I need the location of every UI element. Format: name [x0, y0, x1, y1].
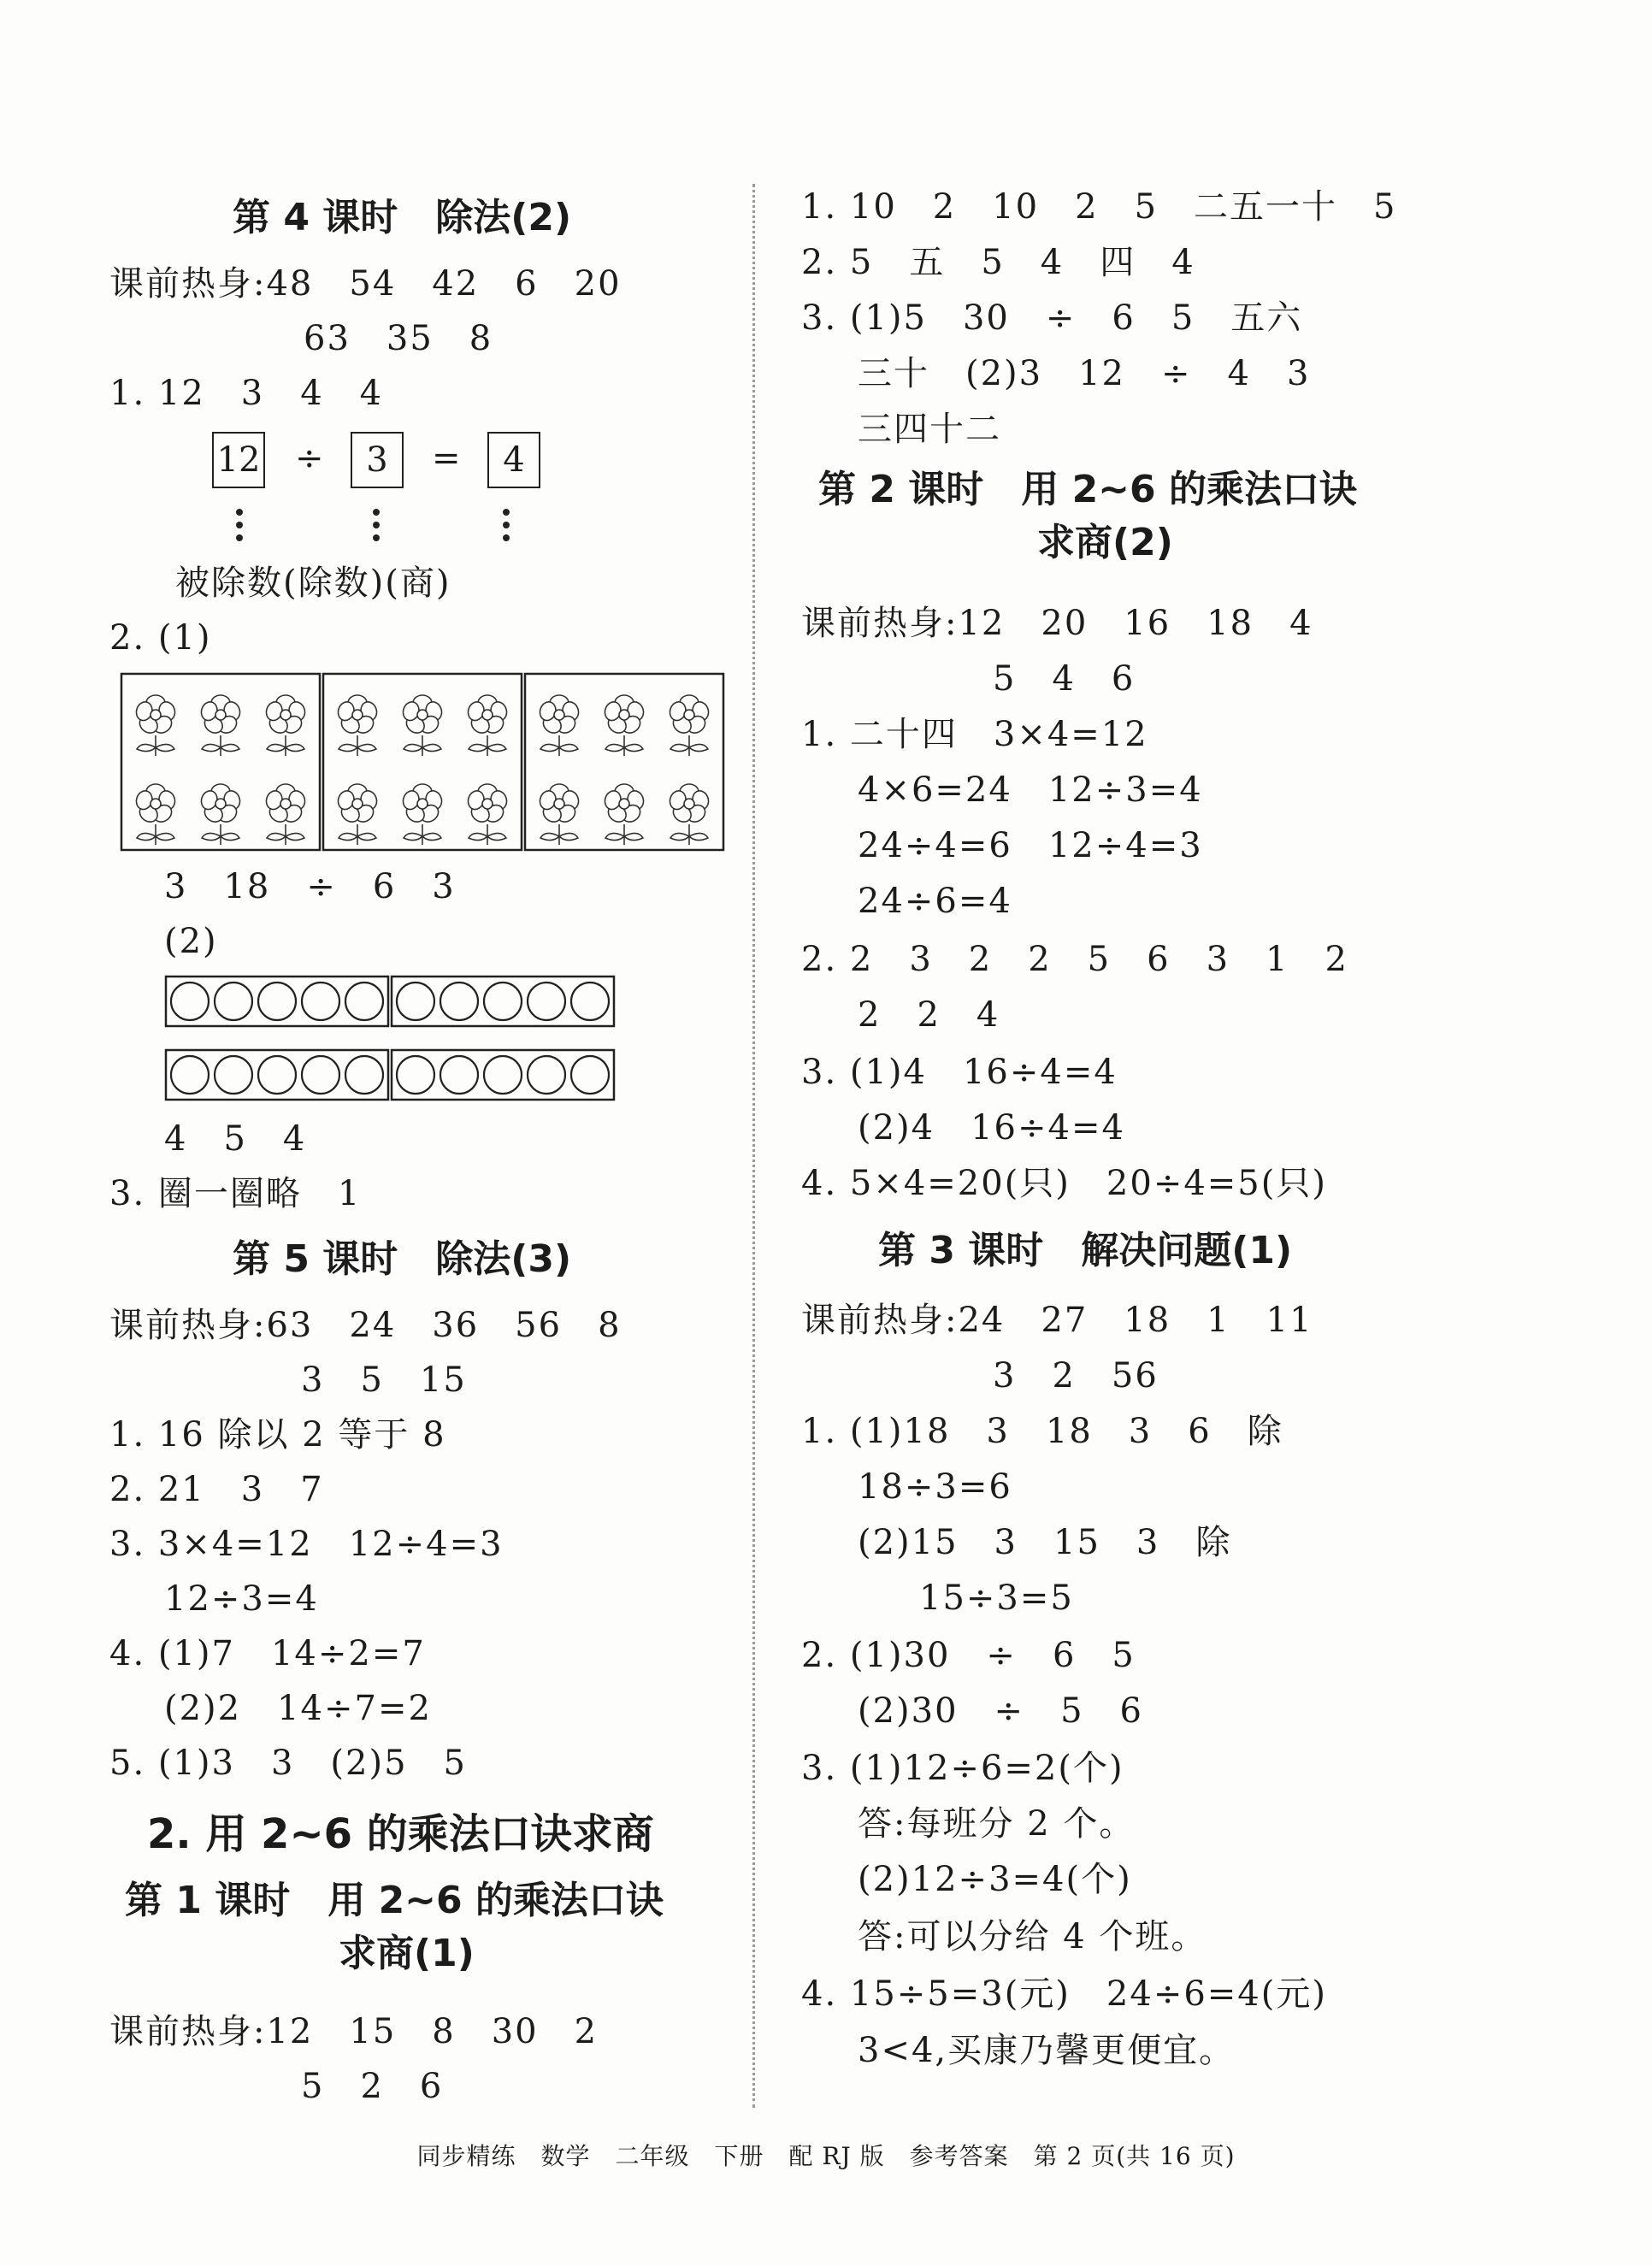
answer-line: (2)12÷3=4(个) — [858, 1860, 1132, 1899]
answer-line: 4. 15÷5=3(元) 24÷6=4(元) — [801, 1974, 1327, 2014]
circle-counter — [571, 983, 609, 1020]
section-title-u2-lesson2-cont: 求商(2) — [1037, 521, 1173, 564]
divide-sign: ÷ — [295, 439, 324, 478]
answer-line: 12÷3=4 — [164, 1579, 319, 1619]
warmup-line: 3 2 56 — [993, 1356, 1159, 1396]
circle-counter — [302, 1056, 339, 1094]
term-labels: 被除数(除数)(商) — [175, 564, 451, 603]
flower-icon — [199, 784, 243, 845]
circle-counter — [345, 983, 383, 1020]
circle-counter — [440, 983, 478, 1020]
circle-counter — [258, 1056, 296, 1094]
flower-icon — [603, 695, 646, 756]
flower-icon — [466, 695, 510, 756]
answer-line: 15÷3=5 — [919, 1579, 1074, 1618]
answer-line: (2)2 14÷7=2 — [164, 1689, 432, 1728]
section-title-lesson5: 第 5 课时 除法(3) — [233, 1237, 572, 1281]
warmup-line: 3 5 15 — [301, 1360, 467, 1400]
answer-line: 24÷6=4 — [858, 882, 1012, 921]
answer-line: 1. 10 2 10 2 5 二五一十 5 — [801, 187, 1397, 227]
divisor-box: 3 — [351, 432, 404, 488]
circle-counter — [171, 983, 209, 1020]
answer-line: (2)30 ÷ 5 6 — [858, 1691, 1143, 1731]
flower-icon — [603, 784, 646, 845]
circle-counter — [215, 983, 252, 1020]
answer-line: 3<4,买康乃馨更便宜。 — [858, 2031, 1236, 2070]
flower-icon — [668, 695, 711, 756]
flower-groups-figure — [121, 672, 723, 852]
answer-line: 18÷3=6 — [858, 1467, 1012, 1507]
answer-line: 答:可以分给 4 个班。 — [858, 1917, 1207, 1956]
circle-counter — [528, 983, 565, 1020]
circle-counter — [171, 1056, 209, 1094]
circle-groups-figure — [166, 977, 617, 1106]
answer-line: (2) — [164, 922, 218, 961]
flower-icon — [466, 784, 510, 845]
flower-icon — [538, 695, 581, 756]
circle-counter — [258, 983, 296, 1020]
answer-line: 24÷4=6 12÷4=3 — [858, 826, 1203, 865]
answer-line: 答:每班分 2 个。 — [858, 1804, 1136, 1844]
answer-line: 2. (1)30 ÷ 6 5 — [801, 1636, 1136, 1675]
dotted-pointer — [503, 509, 511, 547]
equal-sign: = — [432, 439, 461, 478]
answer-line: 2. 21 3 7 — [109, 1470, 324, 1509]
flower-icon — [134, 695, 178, 756]
section-title-u2-lesson1-cont: 求商(1) — [339, 1932, 475, 1975]
dotted-pointer — [373, 509, 381, 547]
answer-line: 1. (1)18 3 18 3 6 除 — [801, 1412, 1283, 1451]
circle-counter — [440, 1056, 478, 1094]
answer-line: 三十 (2)3 12 ÷ 4 3 — [858, 354, 1311, 393]
section-title-u2-lesson1: 第 1 课时 用 2~6 的乘法口诀 — [125, 1879, 664, 1922]
circle-counter — [345, 1056, 383, 1094]
flower-icon — [336, 695, 380, 756]
answer-line: 1. 16 除以 2 等于 8 — [109, 1415, 446, 1455]
flower-icon — [668, 784, 711, 845]
answer-line: 三四十二 — [858, 410, 1001, 449]
circle-counter — [302, 983, 339, 1020]
answer-line: 1. 二十四 3×4=12 — [801, 715, 1148, 754]
answer-line: 5. (1)3 3 (2)5 5 — [109, 1744, 467, 1783]
answer-line: 4. 5×4=20(只) 20÷4=5(只) — [801, 1164, 1327, 1203]
warmup-line: 课前热身:63 24 36 56 8 — [109, 1306, 622, 1345]
answer-line: 2. (1) — [109, 618, 212, 658]
answer-line: 3. 圈一圈略 1 — [109, 1174, 362, 1213]
warmup-line: 5 4 6 — [993, 659, 1136, 699]
circle-counter — [528, 1056, 565, 1094]
quotient-box: 4 — [487, 432, 540, 488]
circle-counter — [397, 983, 434, 1020]
circle-counter — [571, 1056, 609, 1094]
answer-line: 3. (1)4 16÷4=4 — [801, 1053, 1118, 1092]
answer-line: 1. 12 3 4 4 — [109, 374, 384, 413]
answer-line: 3 18 ÷ 6 3 — [164, 867, 456, 906]
column-divider — [752, 184, 755, 2108]
circle-counter — [484, 983, 522, 1020]
answer-line: 3. 3×4=12 12÷4=3 — [109, 1525, 504, 1564]
warmup-line: 63 35 8 — [304, 319, 493, 358]
flower-icon — [264, 784, 308, 845]
answer-line: 2 2 4 — [858, 995, 1000, 1035]
flower-icon — [538, 784, 581, 845]
flower-icon — [401, 695, 445, 756]
warmup-line: 课前热身:24 27 18 1 11 — [801, 1301, 1313, 1340]
warmup-line: 课前热身:12 20 16 18 4 — [801, 604, 1313, 643]
answer-line: 4×6=24 12÷3=4 — [858, 770, 1203, 810]
dividend-box: 12 — [212, 432, 265, 488]
answer-line: (2)15 3 15 3 除 — [858, 1523, 1232, 1562]
flower-icon — [264, 695, 308, 756]
warmup-line: 5 2 6 — [301, 2067, 444, 2106]
flower-icon — [336, 784, 380, 845]
answer-line: 2. 2 3 2 2 5 6 3 1 2 — [801, 940, 1348, 979]
section-title-lesson4: 第 4 课时 除法(2) — [233, 196, 572, 239]
warmup-line: 课前热身:12 15 8 30 2 — [109, 2012, 599, 2051]
warmup-line: 课前热身:48 54 42 6 20 — [109, 264, 622, 304]
circle-counter — [484, 1056, 522, 1094]
answer-line: 4 5 4 — [164, 1119, 307, 1159]
dotted-pointer — [236, 509, 245, 547]
flower-icon — [401, 784, 445, 845]
section-title-u2-lesson2: 第 2 课时 用 2~6 的乘法口诀 — [818, 468, 1357, 511]
circle-counter — [215, 1056, 252, 1094]
answer-line: 3. (1)5 30 ÷ 6 5 五六 — [801, 298, 1303, 338]
flower-icon — [199, 695, 243, 756]
answer-line: 4. (1)7 14÷2=7 — [109, 1634, 426, 1673]
section-title-u2-lesson3: 第 3 课时 解决问题(1) — [878, 1229, 1293, 1272]
unit-title: 2. 用 2~6 的乘法口诀求商 — [147, 1810, 654, 1858]
answer-line: 2. 5 五 5 4 四 4 — [801, 243, 1195, 282]
answer-line: 3. (1)12÷6=2(个) — [801, 1749, 1124, 1788]
page-footer: 同步精练 数学 二年级 下册 配 RJ 版 参考答案 第 2 页(共 16 页) — [416, 2142, 1236, 2170]
circle-counter — [397, 1056, 434, 1094]
answer-line: (2)4 16÷4=4 — [858, 1108, 1125, 1148]
flower-icon — [134, 784, 178, 845]
